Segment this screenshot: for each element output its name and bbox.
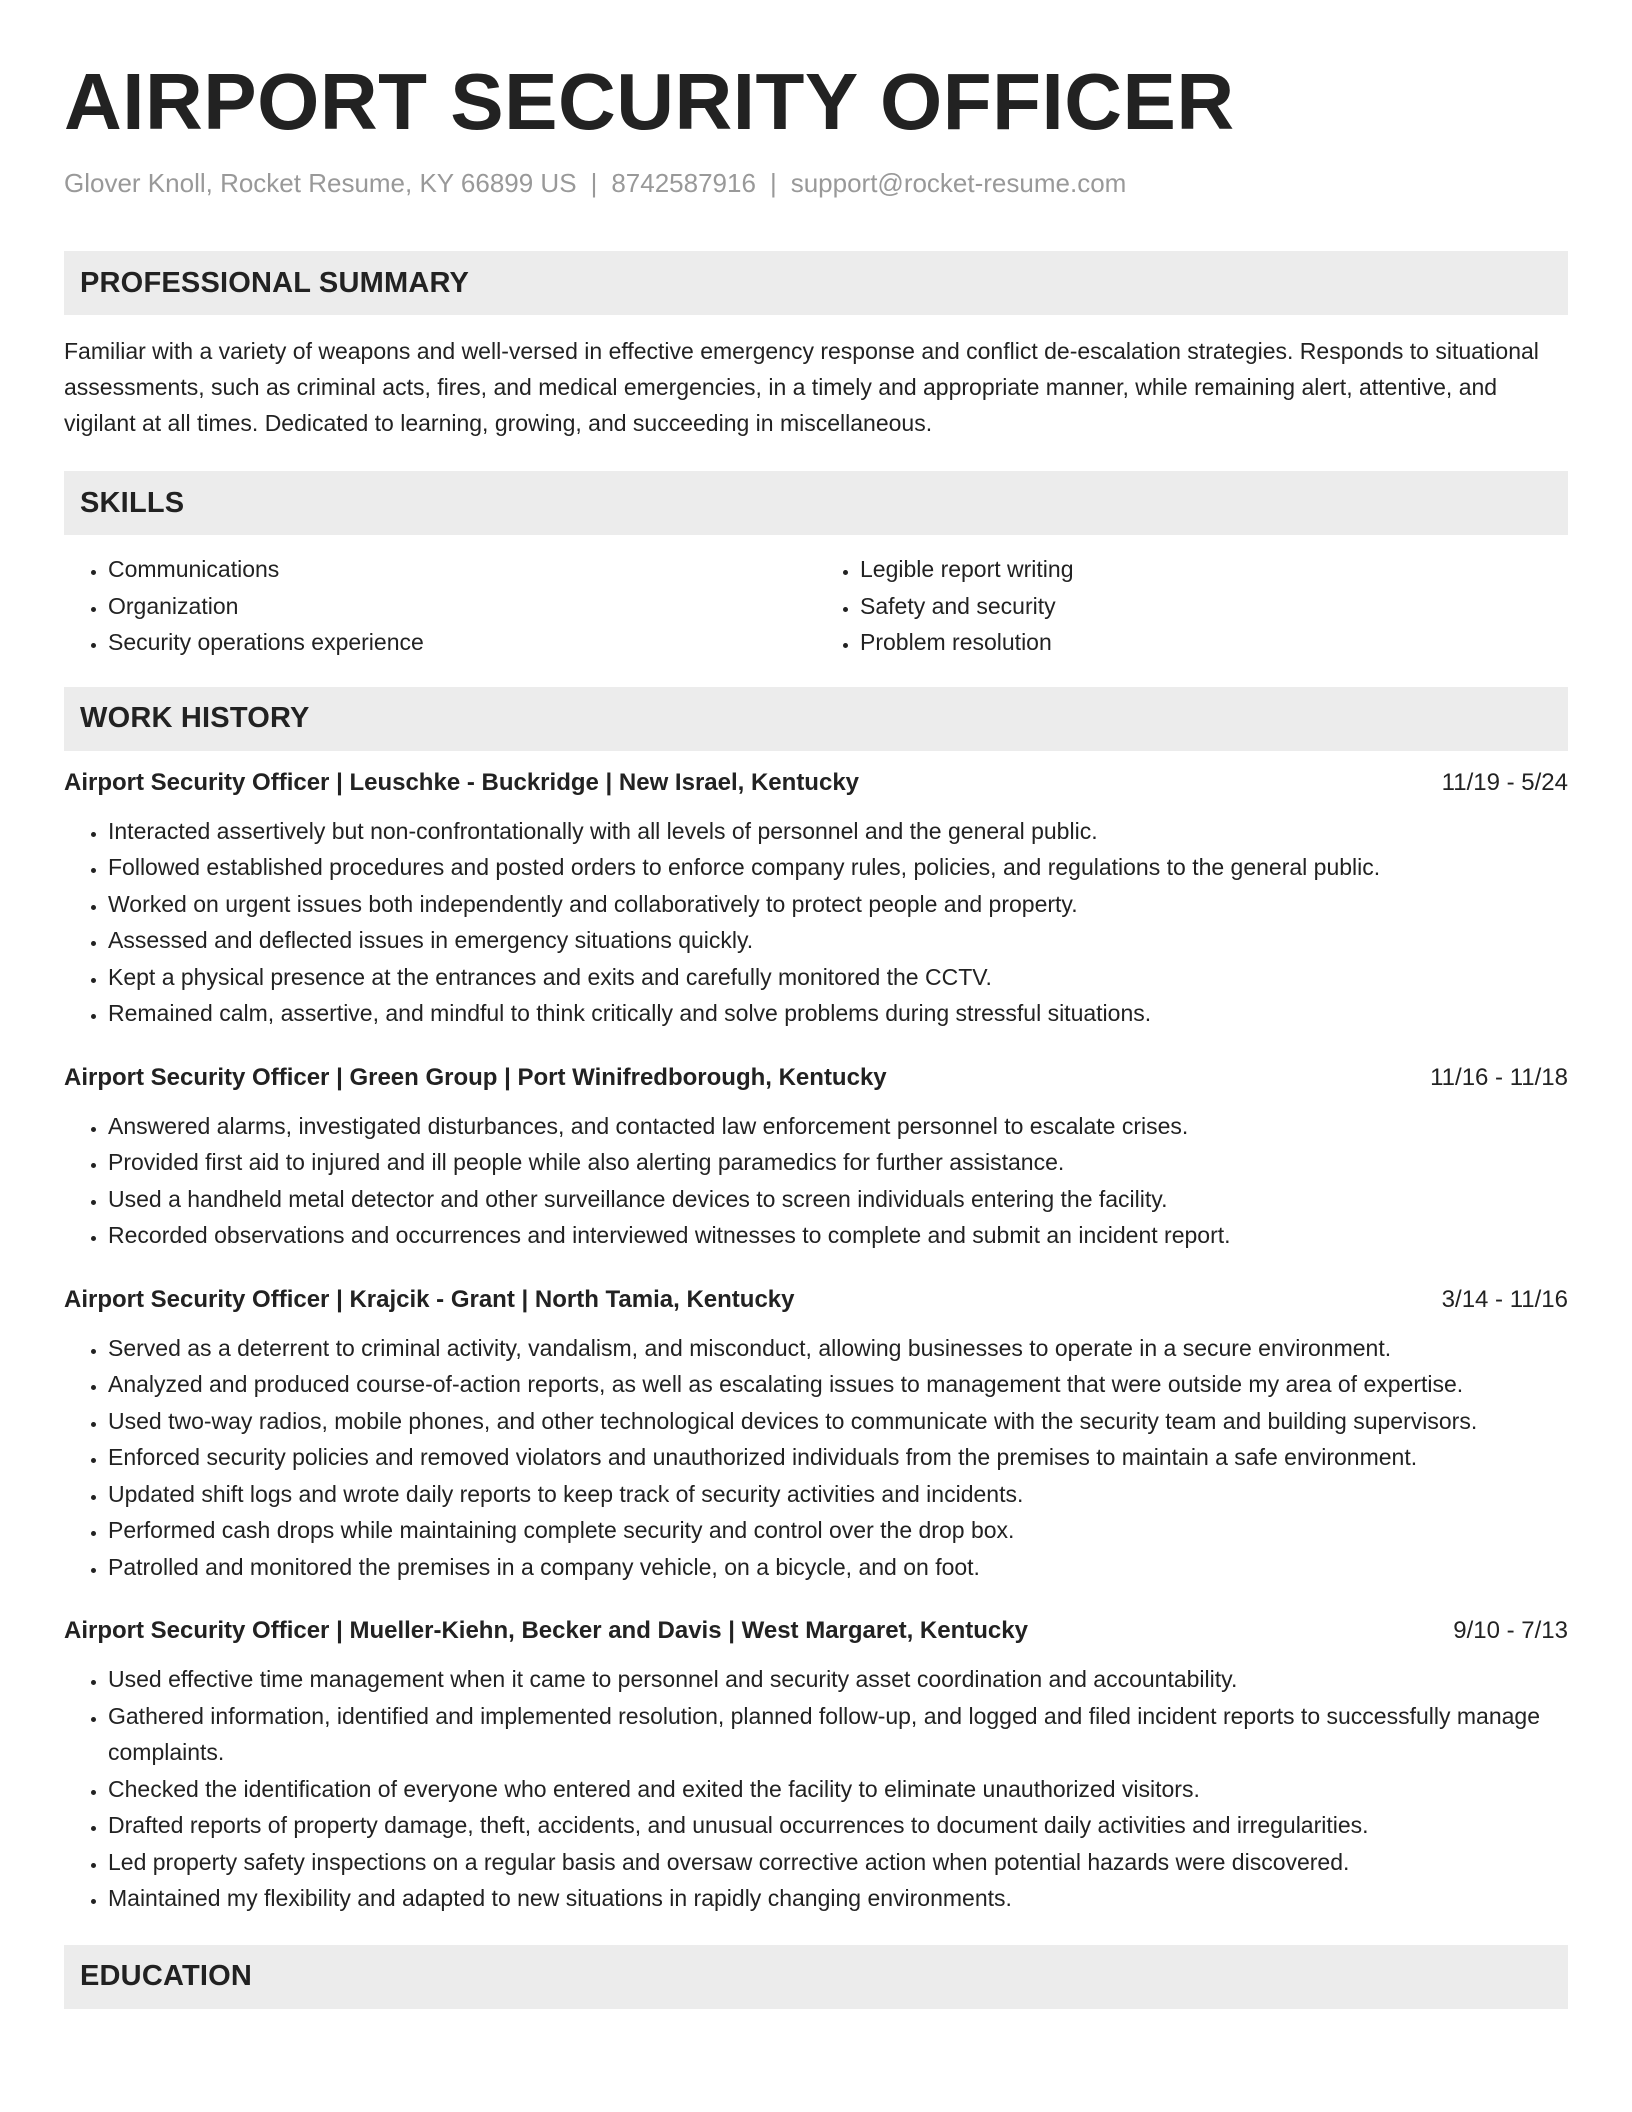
job-duty: • Used two-way radios, mobile phones, and other technological devices to communicate with the security team and building supervisors. — [108, 1403, 1568, 1440]
job-duty: • Patrolled and monitored the premises in a company vehicle, on a bicycle, and on foot. — [108, 1549, 1568, 1586]
skill-item: • Organization — [108, 588, 816, 625]
skill-item: • Safety and security — [860, 588, 1568, 625]
skills-column-right — [816, 551, 1568, 661]
work-heading: WORK HISTORY — [80, 702, 310, 735]
summary-heading: PROFESSIONAL SUMMARY — [80, 266, 470, 299]
job-header — [64, 1613, 1568, 1649]
job-entry — [64, 1282, 1568, 1586]
skill-item: • Security operations experience — [108, 624, 816, 661]
job-duty: • Remained calm, assertive, and mindful to think critically and solve problems during stressful situations. — [108, 995, 1568, 1032]
job-duty: • Maintained my flexibility and adapted to new situations in rapidly changing environments. — [108, 1880, 1568, 1917]
job-duties — [64, 1330, 1568, 1586]
job-duty: • Assessed and deflected issues in emergency situations quickly. — [108, 922, 1568, 959]
job-duty: • Worked on urgent issues both independently and collaboratively to protect people and property. — [108, 886, 1568, 923]
job-entry — [64, 1060, 1568, 1254]
job-title: Airport Security Officer | Krajcik - Grant | North Tamia, Kentucky — [64, 1285, 795, 1313]
job-dates: 11/19 - 5/24 — [1441, 768, 1568, 796]
job-duty: • Kept a physical presence at the entrances and exits and carefully monitored the CCTV. — [108, 959, 1568, 996]
job-title: Airport Security Officer | Green Group | Port Winifredborough, Kentucky — [64, 1063, 887, 1091]
job-duty: • Followed established procedures and posted orders to enforce company rules, policies, and regulations to the general public. — [108, 849, 1568, 886]
skill-item: • Legible report writing — [860, 551, 1568, 588]
education-heading: EDUCATION — [80, 1960, 253, 1993]
contact-email: support@rocket-resume.com — [790, 168, 1127, 198]
resume-title: AIRPORT SECURITY OFFICER — [64, 57, 1235, 146]
job-dates: 3/14 - 11/16 — [1441, 1285, 1568, 1313]
job-title: Airport Security Officer | Mueller-Kiehn, Becker and Davis | West Margaret, Kentucky — [64, 1617, 1028, 1645]
skills-section-header — [64, 471, 1568, 535]
job-duty: • Led property safety inspections on a regular basis and oversaw corrective action when potential hazards were discovered. — [108, 1844, 1568, 1881]
skill-item: • Problem resolution — [860, 624, 1568, 661]
job-duty: • Interacted assertively but non-confrontationally with all levels of personnel and the general public. — [108, 813, 1568, 850]
job-header — [64, 765, 1568, 801]
job-duty: • Recorded observations and occurrences and interviewed witnesses to complete and submit an incident report. — [108, 1217, 1568, 1254]
contact-phone: 8742587916 — [611, 168, 756, 198]
work-section-header — [64, 687, 1568, 751]
skills-column-left — [64, 551, 816, 661]
summary-section-header — [64, 251, 1568, 315]
summary-text: Familiar with a variety of weapons and well-versed in effective emergency response and conflict de-escalation strategies. Responds to situational assessments, such as criminal acts, fires, and medical emergencies, in a timely and appropriate manner, while remaining alert, attentive, and vigilant at all times. Dedicated to learning, growing, and succeeding in miscellaneous. — [64, 338, 1539, 437]
job-duty: • Answered alarms, investigated disturbances, and contacted law enforcement personnel to escalate crises. — [108, 1108, 1568, 1145]
contact-separator: | — [769, 168, 777, 198]
job-duties — [64, 1108, 1568, 1254]
job-duty: • Performed cash drops while maintaining complete security and control over the drop box. — [108, 1512, 1568, 1549]
job-duties — [64, 813, 1568, 1032]
job-duty: • Enforced security policies and removed violators and unauthorized individuals from the premises to maintain a safe environment. — [108, 1439, 1568, 1476]
job-duty: • Checked the identification of everyone who entered and exited the facility to eliminate unauthorized visitors. — [108, 1771, 1568, 1808]
job-duty: • Used effective time management when it came to personnel and security asset coordination and accountability. — [108, 1661, 1568, 1698]
skills-list — [64, 551, 1568, 661]
job-header — [64, 1282, 1568, 1318]
job-duty: • Used a handheld metal detector and other surveillance devices to screen individuals entering the facility. — [108, 1181, 1568, 1218]
job-duty: • Updated shift logs and wrote daily reports to keep track of security activities and incidents. — [108, 1476, 1568, 1513]
job-duty: • Analyzed and produced course-of-action reports, as well as escalating issues to management that were outside my area of expertise. — [108, 1366, 1568, 1403]
education-section-header — [64, 1945, 1568, 2009]
job-duty: • Served as a deterrent to criminal activity, vandalism, and misconduct, allowing businesses to operate in a secure environment. — [108, 1330, 1568, 1367]
skills-heading: SKILLS — [80, 486, 185, 519]
contact-address: Glover Knoll, Rocket Resume, KY 66899 US — [64, 168, 577, 198]
job-entry — [64, 765, 1568, 1032]
job-entry — [64, 1613, 1568, 1917]
job-duty: • Provided first aid to injured and ill people while also alerting paramedics for further assistance. — [108, 1144, 1568, 1181]
job-duty: • Drafted reports of property damage, theft, accidents, and unusual occurrences to document daily activities and irregularities. — [108, 1807, 1568, 1844]
job-dates: 9/10 - 7/13 — [1453, 1617, 1568, 1645]
job-dates: 11/16 - 11/18 — [1430, 1063, 1568, 1091]
skill-item: • Communications — [108, 551, 816, 588]
contact-line — [64, 168, 1568, 199]
job-header — [64, 1060, 1568, 1096]
job-title: Airport Security Officer | Leuschke - Buckridge | New Israel, Kentucky — [64, 768, 860, 796]
job-duty: • Gathered information, identified and implemented resolution, planned follow-up, and logged and filed incident reports to successfully manage complaints. — [108, 1698, 1568, 1771]
contact-separator: | — [590, 168, 598, 198]
job-duties — [64, 1661, 1568, 1917]
